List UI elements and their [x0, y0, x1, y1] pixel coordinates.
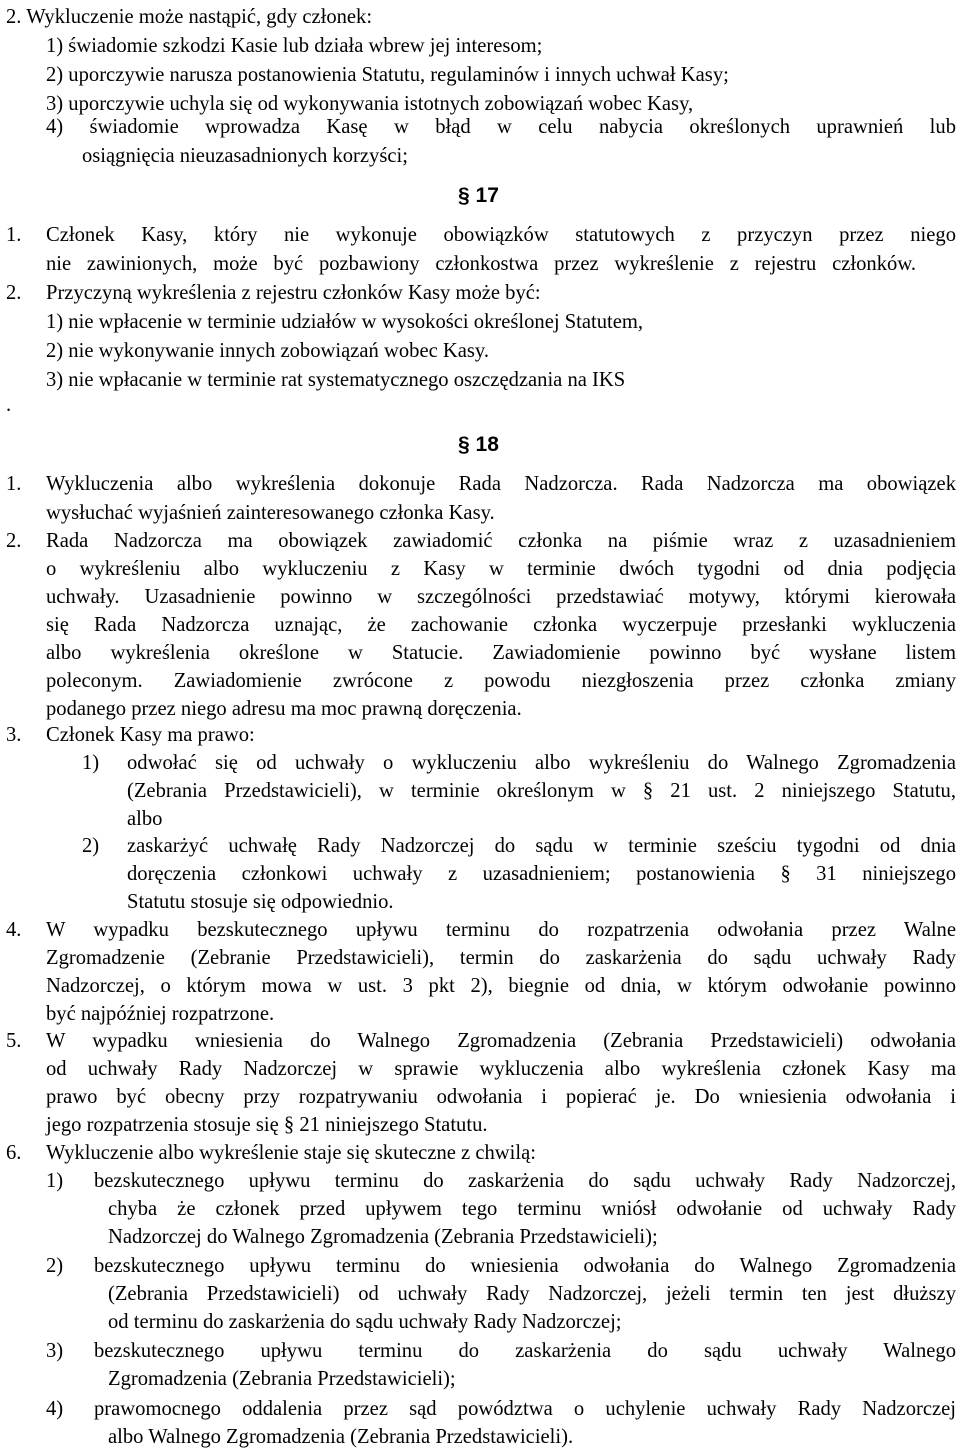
- paragraph-line: od uchwały Rady Nadzorczej w sprawie wykluczenia albo wykreślenia członek Kasy ma: [46, 1058, 956, 1080]
- paragraph-number: 1.: [6, 473, 22, 495]
- list-item: odwołać się od uchwały o wykluczeniu albo wykreśleniu do Walnego Zgromadzenia: [127, 752, 956, 774]
- list-item: 2) nie wykonywanie innych zobowiązań wobec Kasy.: [46, 340, 490, 362]
- list-item: (Zebrania Przedstawicieli), w terminie określonym w § 21 ust. 2 niniejszego Statutu,: [127, 780, 956, 802]
- list-item: chyba że członek przed upływem tego terminu wniósł odwołanie od uchwały Rady: [108, 1198, 956, 1220]
- paragraph-number: 2.: [6, 282, 22, 304]
- section-number: 17: [475, 184, 499, 207]
- paragraph-line: uchwały. Uzasadnienie powinno w szczególności przedstawiać motywy, którymi kierowała: [46, 586, 956, 608]
- list-item: zaskarżyć uchwałę Rady Nadzorczej do sądu w terminie sześciu tygodni od dnia: [127, 835, 956, 857]
- paragraph-line: W wypadku wniesienia do Walnego Zgromadzenia (Zebrania Przedstawicieli) odwołania: [46, 1030, 956, 1052]
- paragraph-line: prawo być obecny przy rozpatrywaniu odwołania i popierać je. Do wniesienia odwołania i: [46, 1086, 956, 1108]
- paragraph-number: 2.: [6, 530, 22, 552]
- paragraph-number: 6.: [6, 1142, 22, 1164]
- paragraph-line: Zgromadzenie (Zebranie Przedstawicieli), termin do zaskarżenia do sądu uchwały Rady: [46, 947, 956, 969]
- paragraph-intro: Przyczyną wykreślenia z rejestru członków Kasy może być:: [46, 282, 541, 304]
- point-2-intro: 2. Wykluczenie może nastąpić, gdy członek:: [6, 6, 373, 28]
- section-symbol: §: [458, 433, 470, 456]
- section-heading-17: [458, 183, 499, 209]
- paragraph-line: Nadzorczej, o którym mowa w ust. 3 pkt 2), biegnie od dnia, w którym odwołanie powinno: [46, 975, 956, 997]
- list-item-number: 1): [82, 752, 100, 774]
- list-item: bezskutecznego upływu terminu do wniesienia odwołania do Walnego Zgromadzenia: [94, 1255, 956, 1277]
- list-item: 3) uporczywie uchyla się od wykonywania istotnych zobowiązań wobec Kasy,: [46, 93, 694, 115]
- list-item-number: 2): [82, 835, 100, 857]
- list-item: 3) nie wpłacanie w terminie rat systematycznego oszczędzania na IKS: [46, 369, 626, 391]
- paragraph-line: Członek Kasy, który nie wykonuje obowiązków statutowych z przyczyn przez niego: [46, 224, 956, 246]
- list-item: 1) świadomie szkodzi Kasie lub działa wbrew jej interesom;: [46, 35, 543, 57]
- paragraph-number: 1.: [6, 224, 22, 246]
- paragraph-line: się Rada Nadzorcza uznając, że zachowanie członka wyczerpuje przesłanki wykluczenia: [46, 614, 956, 636]
- list-item: Zgromadzenia (Zebrania Przedstawicieli);: [108, 1368, 456, 1390]
- paragraph-line: Rada Nadzorcza ma obowiązek zawiadomić członka na piśmie wraz z uzasadnieniem: [46, 530, 956, 552]
- list-item-number: 2): [46, 1255, 64, 1277]
- list-item: albo Walnego Zgromadzenia (Zebrania Przedstawicieli).: [108, 1426, 574, 1448]
- paragraph-line: nie zawinionych, może być pozbawiony członkostwa przez wykreślenie z rejestru członków.: [46, 253, 916, 275]
- paragraph-number: 4.: [6, 919, 22, 941]
- list-item: Nadzorczej do Walnego Zgromadzenia (Zebrania Przedstawicieli);: [108, 1226, 658, 1248]
- list-item-continuation: osiągnięcia nieuzasadnionych korzyści;: [82, 145, 408, 167]
- paragraph-line: albo wykreślenia określone w Statucie. Zawiadomienie powinno być wysłane listem: [46, 642, 956, 664]
- list-item: albo: [127, 808, 163, 830]
- list-item: (Zebrania Przedstawicieli) od uchwały Rady Nadzorczej, jeżeli termin ten jest dłuższy: [108, 1283, 956, 1305]
- list-item: 2) uporczywie narusza postanowienia Statutu, regulaminów i innych uchwał Kasy;: [46, 64, 729, 86]
- paragraph-line: W wypadku bezskutecznego upływu terminu do rozpatrzenia odwołania przez Walne: [46, 919, 956, 941]
- list-item: prawomocnego oddalenia przez sąd powództwa o uchylenie uchwały Rady Nadzorczej: [94, 1398, 956, 1420]
- paragraph-number: 3.: [6, 724, 22, 746]
- list-item-number: 3): [46, 1340, 64, 1362]
- paragraph-intro: Wykluczenie albo wykreślenie staje się skuteczne z chwilą:: [46, 1142, 536, 1164]
- paragraph-intro: Członek Kasy ma prawo:: [46, 724, 255, 746]
- list-item: od terminu do zaskarżenia do sądu uchwały Rady Nadzorczej;: [108, 1311, 622, 1333]
- paragraph-line: jego rozpatrzenia stosuje się § 21 niniejszego Statutu.: [46, 1114, 488, 1136]
- list-item-number: 1): [46, 1170, 64, 1192]
- list-item: bezskutecznego upływu terminu do zaskarżenia do sądu uchwały Rady Nadzorczej,: [94, 1170, 956, 1192]
- section-heading-18: [458, 432, 499, 458]
- paragraph-line: o wykreśleniu albo wykluczeniu z Kasy w terminie dwóch tygodni od dnia podjęcia: [46, 558, 956, 580]
- paragraph-number: 5.: [6, 1030, 22, 1052]
- list-item-number: 4): [46, 1398, 64, 1420]
- stray-dot: .: [6, 394, 12, 416]
- paragraph-line: wysłuchać wyjaśnień zainteresowanego członka Kasy.: [46, 502, 495, 524]
- list-item: doręczenia członkowi uchwały z uzasadnieniem; postanowienia § 31 niniejszego: [127, 863, 956, 885]
- list-item: 1) nie wpłacenie w terminie udziałów w wysokości określonej Statutem,: [46, 311, 644, 333]
- list-item: Statutu stosuje się odpowiednio.: [127, 891, 394, 913]
- list-item: bezskutecznego upływu terminu do zaskarżenia do sądu uchwały Walnego: [94, 1340, 956, 1362]
- paragraph-line: być najpóźniej rozpatrzone.: [46, 1003, 275, 1025]
- section-number: 18: [475, 433, 499, 456]
- paragraph-line: Wykluczenia albo wykreślenia dokonuje Rada Nadzorcza. Rada Nadzorcza ma obowiązek: [46, 473, 956, 495]
- section-symbol: §: [458, 184, 470, 207]
- list-item: 4) świadomie wprowadza Kasę w błąd w celu nabycia określonych uprawnień lub: [46, 116, 956, 138]
- paragraph-line: poleconym. Zawiadomienie zwrócone z powodu niezgłoszenia przez członka zmiany: [46, 670, 956, 692]
- paragraph-line: podanego przez niego adresu ma moc prawną doręczenia.: [46, 698, 522, 720]
